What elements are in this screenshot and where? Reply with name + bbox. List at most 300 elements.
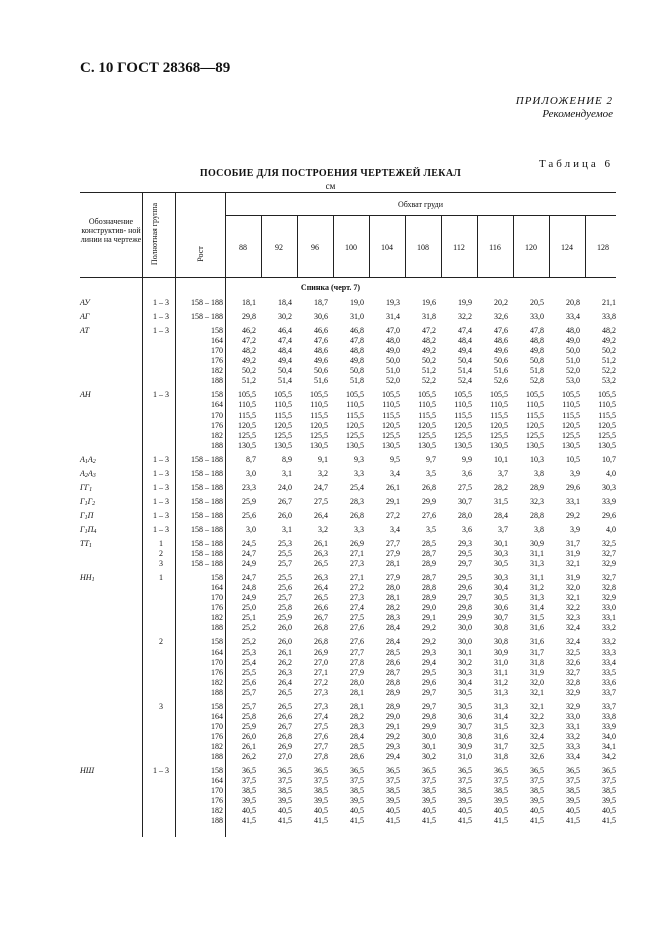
table-cell: 47,6 (494, 326, 508, 336)
table-cell: 28,9 (422, 559, 436, 569)
table-cell: 30,4 (458, 677, 472, 687)
table-cell: 25,5 (278, 573, 292, 583)
table-cell: 120,5 (418, 420, 436, 430)
table-cell: 51,0 (566, 356, 580, 366)
table-cell: 31,6 (494, 731, 508, 741)
table-cell: 31,6 (530, 623, 544, 633)
table-cell: 115,5 (418, 410, 436, 420)
table-cell: 26,3 (314, 549, 328, 559)
table-cell: 39,5 (530, 796, 544, 806)
table-cell: 28,1 (386, 593, 400, 603)
table-cell: 47,8 (530, 326, 544, 336)
table-cell: 27,5 (314, 721, 328, 731)
table-cell: 28,2 (350, 711, 364, 721)
table-cell: 19,3 (386, 298, 400, 307)
table-cell: 51,8 (350, 376, 364, 386)
table-cell: 3,0 (246, 468, 256, 478)
table-cell: 28,4 (386, 623, 400, 633)
table-cell: 30,9 (494, 647, 508, 657)
table-cell: 38,5 (386, 786, 400, 796)
table-cell: 39,5 (242, 796, 256, 806)
table-cell: 36,5 (422, 766, 436, 776)
table-cell: 28,1 (350, 687, 364, 697)
table-cell: 39,5 (314, 796, 328, 806)
table-cell: 30,6 (314, 312, 328, 322)
table-cell: 25,7 (242, 701, 256, 711)
table-cell: 3,8 (534, 468, 544, 478)
table-cell: 25,6 (242, 510, 256, 520)
table-cell: 32,9 (602, 559, 616, 569)
table-cell: 4,0 (606, 468, 616, 478)
table-cell: 27,4 (350, 603, 364, 613)
table-cell: 28,8 (422, 583, 436, 593)
row-height: 158 – 188 (191, 454, 223, 464)
table-cell: 105,5 (274, 390, 292, 400)
table-cell: 26,3 (314, 573, 328, 583)
table-cell: 28,5 (422, 539, 436, 548)
row-label: $ТТ_1$ (80, 539, 92, 549)
table-cell: 125,5 (346, 430, 364, 440)
table-cell: 33,1 (566, 721, 580, 731)
row-height: 158 – 188 (191, 298, 223, 307)
table-cell: 125,5 (238, 430, 256, 440)
table-cell: 105,5 (598, 390, 616, 400)
table-cell: 32,9 (566, 687, 580, 697)
size-header: 104 (381, 243, 393, 252)
col-chest-girth: Обхват груди (397, 200, 444, 209)
table-cell: 36,5 (566, 766, 580, 776)
table-cell: 27,3 (314, 687, 328, 697)
table-cell: 25,9 (242, 496, 256, 506)
table-cell: 29,7 (458, 559, 472, 569)
table-cell: 36,5 (314, 766, 328, 776)
row-label: $НН_1$ (80, 573, 95, 584)
size-header: 92 (275, 243, 283, 252)
body-column-rule (142, 277, 143, 837)
table-cell: 30,0 (422, 731, 436, 741)
row-height: 182 (211, 430, 223, 440)
table-cell: 28,9 (530, 482, 544, 492)
table-cell: 115,5 (274, 410, 292, 420)
table-cell: 26,3 (278, 667, 292, 677)
table-cell: 46,2 (242, 326, 256, 336)
row-height: 158 – 188 (191, 510, 223, 520)
table-cell: 30,7 (494, 613, 508, 623)
table-cell: 9,1 (318, 454, 328, 464)
table-cell: 115,5 (526, 410, 544, 420)
table-cell: 31,1 (530, 573, 544, 583)
row-label: $ГГ_1$ (80, 482, 93, 493)
table-cell: 40,5 (350, 806, 364, 816)
table-cell: 28,1 (350, 701, 364, 711)
table-cell: 27,2 (314, 677, 328, 687)
table-cell: 51,0 (386, 366, 400, 376)
row-height: 176 (211, 356, 223, 366)
table-cell: 36,5 (602, 766, 616, 776)
table-cell: 10,1 (494, 454, 508, 464)
row-height: 170 (211, 657, 223, 667)
table-cell: 3,9 (570, 468, 580, 478)
row-label: $Г_1Г_2$ (80, 496, 96, 507)
header-mid-rule (225, 215, 616, 216)
row-label: НШ (80, 766, 95, 776)
table-cell: 28,8 (386, 677, 400, 687)
table-cell: 50,8 (530, 356, 544, 366)
row-height: 182 (211, 741, 223, 751)
table-cell: 26,8 (314, 623, 328, 633)
table-cell: 27,6 (350, 623, 364, 633)
appendix-subtitle: Рекомендуемое (542, 108, 613, 120)
table-cell: 27,5 (458, 482, 472, 492)
table-number: Таблица 6 (538, 158, 613, 170)
table-cell: 3,7 (498, 468, 508, 478)
table-cell: 30,9 (530, 539, 544, 548)
row-label: $Г_1П$ (80, 510, 94, 521)
table-cell: 26,0 (278, 510, 292, 520)
table-cell: 47,2 (422, 326, 436, 336)
table-cell: 37,5 (602, 776, 616, 786)
table-cell: 29,9 (422, 496, 436, 506)
header-bottom-rule (80, 277, 616, 278)
table-cell: 130,5 (274, 440, 292, 450)
table-cell: 30,6 (494, 603, 508, 613)
table-cell: 38,5 (350, 786, 364, 796)
table-cell: 27,2 (386, 510, 400, 520)
table-cell: 8,7 (246, 454, 256, 464)
table-cell: 47,4 (278, 336, 292, 346)
table-cell: 40,5 (314, 806, 328, 816)
table-cell: 53,0 (566, 376, 580, 386)
table-cell: 3,5 (426, 524, 436, 534)
table-cell: 105,5 (310, 390, 328, 400)
table-cell: 51,2 (422, 366, 436, 376)
table-cell: 125,5 (310, 430, 328, 440)
table-cell: 31,3 (494, 701, 508, 711)
table-cell: 30,3 (494, 573, 508, 583)
table-cell: 31,0 (458, 752, 472, 761)
table-cell: 27,9 (350, 667, 364, 677)
col-height: Рост (196, 246, 205, 262)
table-cell: 34,1 (602, 741, 616, 751)
table-cell: 33,0 (602, 603, 616, 613)
table-cell: 30,9 (458, 741, 472, 751)
table-cell: 41,5 (494, 816, 508, 826)
table-cell: 25,4 (242, 657, 256, 667)
row-fullness-group: 1 (159, 573, 163, 583)
table-cell: 38,5 (278, 786, 292, 796)
row-height: 158 – 188 (191, 559, 223, 569)
table-cell: 33,7 (602, 701, 616, 711)
page-header: С. 10 ГОСТ 28368—89 (80, 60, 231, 76)
table-cell: 110,5 (526, 400, 544, 410)
row-fullness-group: 2 (159, 549, 163, 559)
row-height: 188 (211, 816, 223, 826)
table-cell: 50,4 (278, 366, 292, 376)
table-cell: 33,9 (602, 721, 616, 731)
table-cell: 26,0 (242, 731, 256, 741)
table-cell: 4,0 (606, 524, 616, 534)
table-cell: 33,6 (602, 677, 616, 687)
table-cell: 32,6 (530, 752, 544, 761)
table-cell: 31,1 (530, 549, 544, 559)
table-cell: 30,0 (458, 623, 472, 633)
table-cell: 27,4 (314, 711, 328, 721)
table-cell: 40,5 (278, 806, 292, 816)
table-cell: 33,2 (602, 637, 616, 647)
table-cell: 24,7 (314, 482, 328, 492)
table-cell: 27,1 (314, 667, 328, 677)
table-cell: 37,5 (458, 776, 472, 786)
table-cell: 26,8 (422, 482, 436, 492)
table-cell: 29,7 (458, 593, 472, 603)
table-cell: 25,3 (242, 647, 256, 657)
table-cell: 32,8 (566, 677, 580, 687)
table-cell: 48,2 (602, 326, 616, 336)
table-cell: 20,5 (530, 298, 544, 307)
table-cell: 31,3 (530, 593, 544, 603)
table-cell: 48,6 (314, 346, 328, 356)
row-label: АУ (80, 298, 90, 307)
table-cell: 19,0 (350, 298, 364, 307)
row-height: 170 (211, 721, 223, 731)
table-cell: 9,9 (462, 454, 472, 464)
table-cell: 36,5 (242, 766, 256, 776)
table-cell: 41,5 (530, 816, 544, 826)
table-cell: 3,3 (354, 468, 364, 478)
table-cell: 32,4 (566, 637, 580, 647)
table-cell: 33,8 (602, 711, 616, 721)
table-cell: 39,5 (278, 796, 292, 806)
table-cell: 26,7 (278, 721, 292, 731)
table-cell: 29,4 (422, 657, 436, 667)
table-cell: 26,9 (278, 741, 292, 751)
table-cell: 36,5 (278, 766, 292, 776)
table-cell: 19,9 (458, 298, 472, 307)
table-cell: 28,1 (386, 559, 400, 569)
table-cell: 33,2 (602, 623, 616, 633)
table-cell: 52,8 (530, 376, 544, 386)
table-cell: 26,7 (278, 496, 292, 506)
table-cell: 130,5 (454, 440, 472, 450)
row-height: 158 (211, 701, 223, 711)
table-cell: 33,7 (602, 687, 616, 697)
table-cell: 26,1 (278, 647, 292, 657)
table-cell: 31,3 (494, 687, 508, 697)
table-cell: 29,2 (422, 637, 436, 647)
table-cell: 105,5 (418, 390, 436, 400)
table-cell: 31,1 (494, 667, 508, 677)
table-cell: 39,5 (422, 796, 436, 806)
table-cell: 28,6 (350, 752, 364, 761)
table-cell: 28,7 (422, 573, 436, 583)
row-height: 158 – 188 (191, 482, 223, 492)
row-height: 158 (211, 637, 223, 647)
table-cell: 40,5 (494, 806, 508, 816)
table-cell: 29,3 (458, 539, 472, 548)
table-cell: 26,5 (278, 687, 292, 697)
table-cell: 25,9 (242, 721, 256, 731)
table-cell: 3,1 (282, 524, 292, 534)
row-height: 182 (211, 677, 223, 687)
table-cell: 3,1 (282, 468, 292, 478)
table-cell: 30,3 (602, 482, 616, 492)
row-label: АГ (80, 312, 90, 322)
table-cell: 24,5 (242, 539, 256, 548)
row-height: 176 (211, 731, 223, 741)
row-fullness-group: 3 (159, 701, 163, 711)
table-cell: 30,5 (494, 593, 508, 603)
table-cell: 38,5 (458, 786, 472, 796)
table-cell: 52,6 (494, 376, 508, 386)
table-cell: 24,0 (278, 482, 292, 492)
table-cell: 40,5 (422, 806, 436, 816)
table-cell: 9,5 (390, 454, 400, 464)
table-cell: 24,7 (242, 549, 256, 559)
table-cell: 21,1 (602, 298, 616, 307)
table-cell: 28,7 (422, 549, 436, 559)
table-cell: 38,5 (422, 786, 436, 796)
table-cell: 52,0 (386, 376, 400, 386)
table-cell: 47,6 (314, 336, 328, 346)
table-cell: 31,7 (530, 647, 544, 657)
table-cell: 28,5 (386, 647, 400, 657)
table-cell: 37,5 (566, 776, 580, 786)
table-cell: 31,9 (566, 573, 580, 583)
table-cell: 52,2 (602, 366, 616, 376)
table-cell: 110,5 (346, 400, 364, 410)
table-cell: 32,3 (530, 721, 544, 731)
table-cell: 52,4 (458, 376, 472, 386)
table-cell: 130,5 (526, 440, 544, 450)
table-cell: 48,8 (350, 346, 364, 356)
table-cell: 50,2 (242, 366, 256, 376)
table-cell: 115,5 (490, 410, 508, 420)
table-cell: 49,2 (242, 356, 256, 366)
table-cell: 3,4 (390, 524, 400, 534)
table-cell: 30,8 (494, 637, 508, 647)
row-fullness-group: 1 (159, 539, 163, 548)
table-cell: 125,5 (418, 430, 436, 440)
row-height: 164 (211, 583, 223, 593)
table-cell: 30,3 (494, 549, 508, 559)
table-cell: 9,7 (426, 454, 436, 464)
table-cell: 41,5 (350, 816, 364, 826)
table-cell: 31,6 (530, 637, 544, 647)
table-cell: 3,6 (462, 524, 472, 534)
table-cell: 40,5 (530, 806, 544, 816)
table-cell: 105,5 (526, 390, 544, 400)
table-cell: 30,2 (422, 752, 436, 761)
table-cell: 32,3 (566, 613, 580, 623)
table-cell: 105,5 (238, 390, 256, 400)
table-cell: 110,5 (418, 400, 436, 410)
table-cell: 36,5 (494, 766, 508, 776)
table-cell: 30,8 (494, 623, 508, 633)
section-title: Спинка (черт. 7) (300, 283, 361, 292)
table-cell: 30,6 (458, 711, 472, 721)
table-cell: 110,5 (490, 400, 508, 410)
table-cell: 27,3 (314, 701, 328, 711)
table-cell: 32,0 (566, 583, 580, 593)
table-cell: 27,5 (350, 613, 364, 623)
table-cell: 51,4 (458, 366, 472, 376)
row-height: 158 (211, 766, 223, 776)
row-height: 164 (211, 776, 223, 786)
table-cell: 39,5 (350, 796, 364, 806)
size-header: 96 (311, 243, 319, 252)
row-height: 158 – 188 (191, 496, 223, 506)
table-cell: 30,3 (458, 667, 472, 677)
table-cell: 31,8 (494, 752, 508, 761)
table-cell: 37,5 (386, 776, 400, 786)
table-cell: 32,7 (602, 549, 616, 559)
row-height: 164 (211, 647, 223, 657)
table-cell: 25,3 (278, 539, 292, 548)
table-cell: 33,4 (566, 312, 580, 322)
table-cell: 120,5 (346, 420, 364, 430)
table-cell: 3,7 (498, 524, 508, 534)
table-cell: 105,5 (382, 390, 400, 400)
table-cell: 51,4 (278, 376, 292, 386)
table-cell: 33,8 (602, 312, 616, 322)
row-fullness-group: 1 – 3 (153, 524, 169, 534)
table-cell: 27,3 (350, 593, 364, 603)
table-cell: 31,4 (386, 312, 400, 322)
table-cell: 3,6 (462, 468, 472, 478)
row-height: 188 (211, 752, 223, 761)
table-cell: 26,2 (278, 657, 292, 667)
row-height: 182 (211, 806, 223, 816)
table-cell: 110,5 (310, 400, 328, 410)
table-cell: 40,5 (602, 806, 616, 816)
table-cell: 3,9 (570, 524, 580, 534)
table-cell: 41,5 (278, 816, 292, 826)
table-cell: 49,2 (422, 346, 436, 356)
table-cell: 26,9 (350, 539, 364, 548)
table-cell: 48,4 (278, 346, 292, 356)
table-cell: 28,0 (458, 510, 472, 520)
table-cell: 51,6 (314, 376, 328, 386)
table-cell: 25,0 (242, 603, 256, 613)
table-cell: 130,5 (346, 440, 364, 450)
table-cell: 105,5 (562, 390, 580, 400)
table-cell: 30,2 (278, 312, 292, 322)
table-cell: 25,7 (278, 559, 292, 569)
table-cell: 50,0 (566, 346, 580, 356)
table-cell: 120,5 (526, 420, 544, 430)
table-cell: 110,5 (454, 400, 472, 410)
table-cell: 26,8 (350, 510, 364, 520)
table-cell: 27,5 (314, 496, 328, 506)
table-cell: 32,3 (530, 496, 544, 506)
row-height: 170 (211, 593, 223, 603)
table-cell: 30,5 (494, 559, 508, 569)
table-cell: 41,5 (314, 816, 328, 826)
table-cell: 26,1 (242, 741, 256, 751)
table-cell: 49,4 (278, 356, 292, 366)
table-cell: 29,5 (422, 667, 436, 677)
table-cell: 46,4 (278, 326, 292, 336)
table-cell: 28,4 (350, 731, 364, 741)
table-cell: 27,1 (350, 549, 364, 559)
table-cell: 10,7 (602, 454, 616, 464)
table-cell: 26,8 (278, 731, 292, 741)
table-cell: 47,4 (458, 326, 472, 336)
table-cell: 130,5 (418, 440, 436, 450)
table-cell: 49,0 (386, 346, 400, 356)
table-cell: 33,0 (566, 711, 580, 721)
table-cell: 49,2 (602, 336, 616, 346)
